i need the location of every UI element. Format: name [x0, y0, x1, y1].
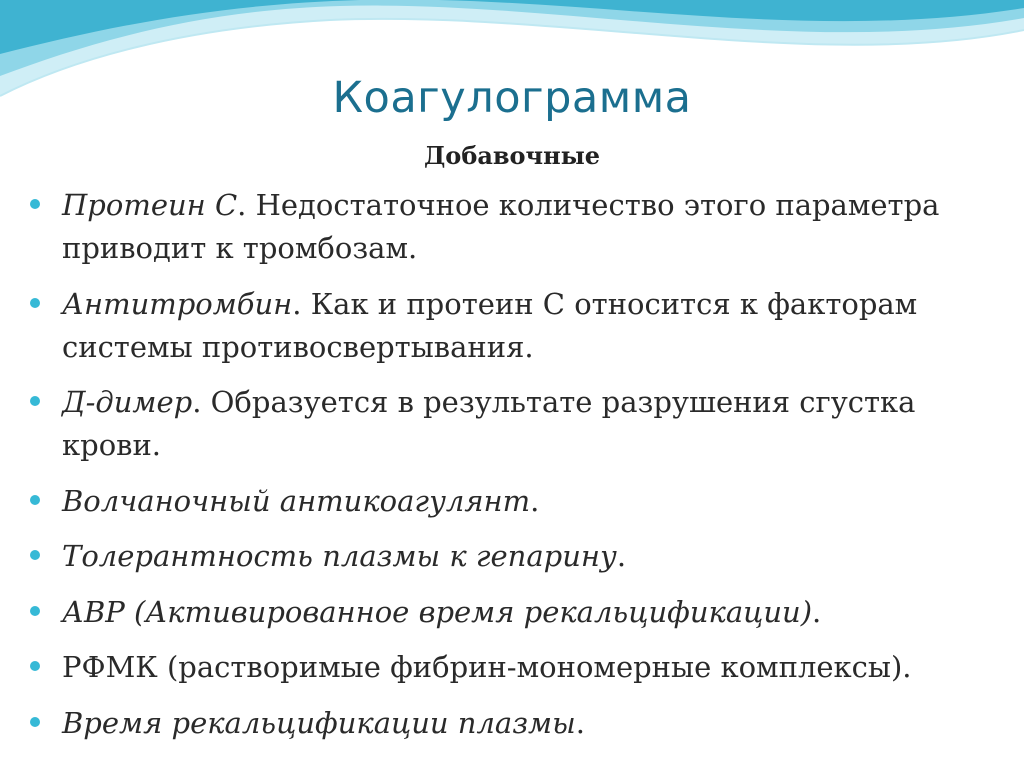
list-item — [28, 283, 1018, 369]
item-term: Время рекальцификации плазмы — [62, 705, 576, 740]
bullet-icon — [30, 717, 40, 727]
item-term: Протеин С — [62, 188, 238, 222]
list-item — [28, 591, 1018, 634]
item-term: Волчаночный антикоагулянт — [62, 483, 531, 518]
bullet-icon — [30, 550, 40, 560]
list-item — [28, 702, 1018, 745]
bullet-list — [28, 184, 1018, 757]
list-item — [28, 184, 1018, 270]
list-item — [28, 646, 1018, 689]
page-subtitle: Добавочные — [423, 141, 601, 170]
item-text: . — [575, 705, 585, 740]
item-text: . Образуется в результате разрушения сгустка крови. — [62, 385, 916, 462]
item-text: . — [530, 483, 540, 518]
bullet-icon — [30, 661, 40, 671]
bullet-icon — [30, 199, 40, 209]
page-title: Коагулограмма — [332, 73, 692, 123]
bullet-icon — [30, 298, 40, 308]
bullet-icon — [30, 495, 40, 505]
bullet-icon — [30, 606, 40, 616]
list-item — [28, 381, 1018, 467]
list-item — [28, 480, 1018, 523]
item-text: . Недостаточное количество этого параметра приводит к тромбозам. — [62, 188, 940, 265]
item-text: . — [616, 539, 627, 573]
list-item — [28, 535, 1018, 578]
item-term: Толерантность плазмы к гепарину — [62, 539, 617, 573]
item-text: . Как и протеин С относится к факторам системы противосвертывания. — [62, 286, 918, 364]
bullet-icon — [30, 396, 40, 406]
item-text: РФМК (растворимые фибрин-мономерные комплексы). — [62, 650, 912, 684]
item-text: . — [812, 594, 822, 629]
item-term: АВР (Активированное время рекальцификации) — [62, 594, 813, 629]
item-term: Антитромбин — [62, 286, 293, 321]
item-term: Д-димер — [62, 385, 193, 419]
